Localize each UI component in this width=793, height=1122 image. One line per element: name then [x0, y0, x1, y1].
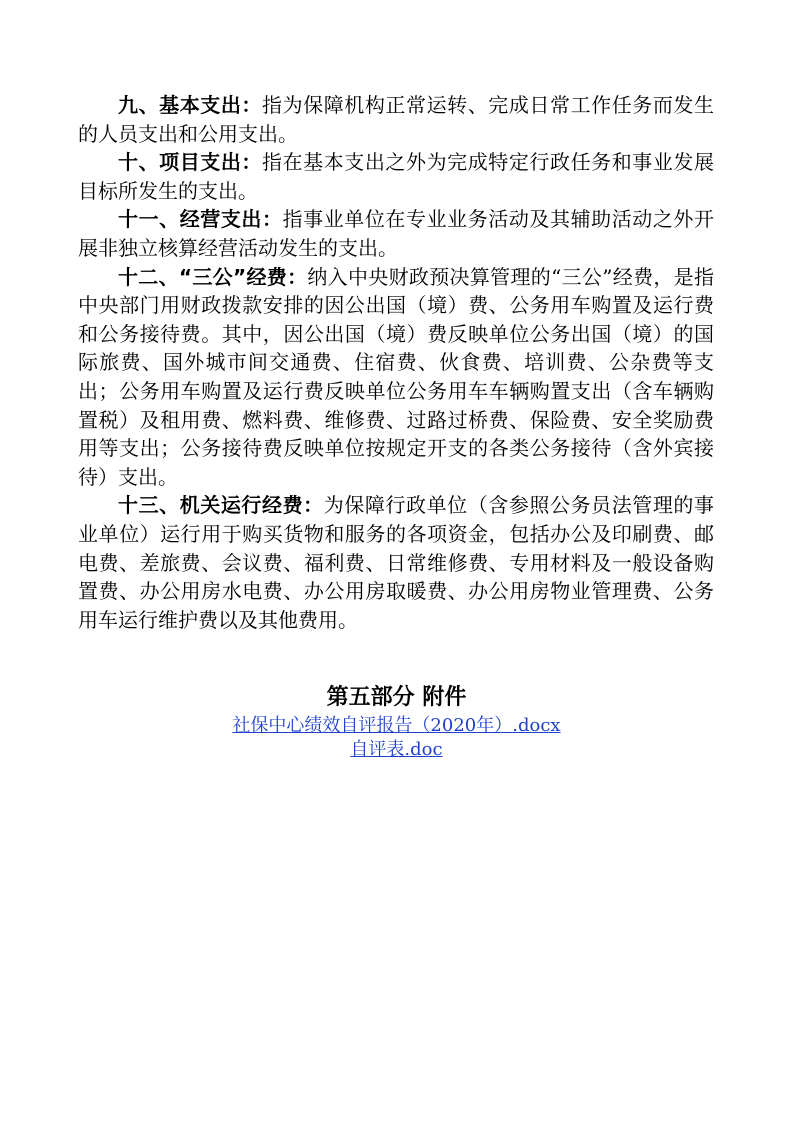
attachment-link-report[interactable]: 社保中心绩效自评报告（2020年）.docx [232, 715, 561, 736]
definition-text: 指事业单位在专业业务活动及其辅助活动之外开展非独立核算经营活动发生的支出。 [78, 207, 715, 260]
definition-term: 十一、经营支出： [118, 207, 283, 232]
definition-term: 十三、机关运行经费： [118, 493, 324, 518]
definition-operating-expenditure [78, 205, 714, 262]
definition-term: 十、项目支出： [118, 150, 262, 175]
definition-term: 十二、“三公”经费： [118, 264, 308, 289]
definition-basic-expenditure [78, 91, 714, 148]
definition-project-expenditure [78, 148, 714, 205]
definition-text: 纳入中央财政预决算管理的“三公”经费，是指中央部门用财政拨款安排的因公出国（境）费、公务用车购置及运行费和公务接待费。其中，因公出国（境）费反映单位公务出国（境）的国际旅费、国外城市间交通费、住宿费、伙食费、培训费、公杂费等支出；公务用车购置及运行费反映单位公务用车车辆购置支出（含车辆购置税）及租用费、燃料费、维修费、过路过桥费、保险费、安全奖励费用等支出；公务接待费反映单位按规定开支的各类公务接待（含外宾接待）支出。 [78, 264, 714, 489]
attachment-link-evaluation-form[interactable]: 自评表.doc [350, 739, 443, 760]
definition-text: 指为保障机构正常运转、完成日常工作任务而发生的人员支出和公用支出。 [78, 93, 714, 146]
attachment-list [0, 714, 793, 762]
definition-term: 九、基本支出： [118, 93, 262, 117]
definition-text: 为保障行政单位（含参照公务员法管理的事业单位）运行用于购买货物和服务的各项资金，包括办公及印刷费、邮电费、差旅费、会议费、福利费、日常维修费、专用材料及一般设备购置费、办公用房水电费、办公用房取暖费、办公用房物业管理费、公务用车运行维护费以及其他费用。 [78, 493, 715, 632]
definition-three-public-expenses [78, 263, 714, 492]
definition-agency-operating-expenses [78, 491, 714, 634]
section-title: 第五部分 附件 [326, 685, 467, 710]
definition-text: 指在基本支出之外为完成特定行政任务和事业发展目标所发生的支出。 [78, 150, 714, 203]
document-body [78, 91, 714, 634]
